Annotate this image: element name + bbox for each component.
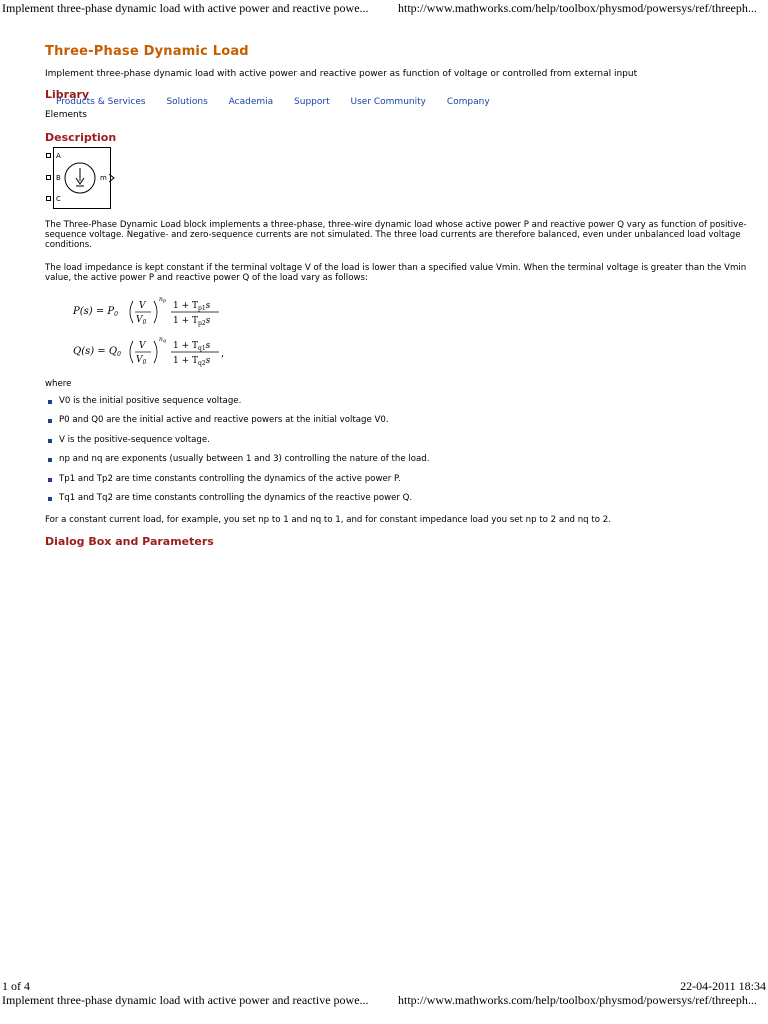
eq-q-den: $1 + T_{q2}s$ bbox=[173, 356, 211, 367]
block-box bbox=[53, 147, 111, 209]
eq-q-num: $1 + T_{q1}s$ bbox=[173, 341, 211, 352]
definition-text: V0 is the initial positive sequence voltage. bbox=[59, 396, 242, 406]
print-footer bbox=[0, 993, 768, 1009]
equation-p bbox=[71, 292, 231, 335]
port-c-square bbox=[46, 196, 51, 201]
nav-solutions[interactable]: Solutions bbox=[166, 97, 208, 107]
port-c-label: C bbox=[56, 195, 61, 203]
eq-p-den-v0: $V_0$ bbox=[136, 315, 147, 326]
nav-academia[interactable]: Academia bbox=[228, 97, 274, 107]
bullet-icon bbox=[48, 400, 52, 404]
bullet-icon bbox=[48, 458, 52, 462]
bullet-icon bbox=[48, 439, 52, 443]
nav-company[interactable]: Company bbox=[446, 97, 490, 107]
port-m-label: m bbox=[100, 174, 107, 182]
equation-q bbox=[71, 332, 231, 375]
load-symbol-icon bbox=[54, 148, 110, 208]
block-diagram bbox=[45, 145, 115, 209]
equation-q-graphic bbox=[71, 332, 231, 372]
eq-p-lhs: $P(s) = P_0$ bbox=[73, 306, 118, 318]
nav-support[interactable]: Support bbox=[294, 97, 330, 107]
page-number: 1 of 4 bbox=[2, 979, 30, 993]
eq-q-num-v: V bbox=[139, 341, 146, 351]
top-nav bbox=[56, 97, 508, 107]
equation-p-graphic bbox=[71, 292, 231, 332]
list-item bbox=[45, 474, 430, 493]
list-item bbox=[45, 435, 430, 454]
port-b-label: B bbox=[56, 174, 61, 182]
description-heading: Description bbox=[45, 131, 117, 144]
list-item bbox=[45, 415, 430, 434]
dialog-heading: Dialog Box and Parameters bbox=[45, 535, 214, 548]
definition-text: V is the positive-sequence voltage. bbox=[59, 434, 210, 445]
eq-p-num: $1 + T_{p1}s$ bbox=[173, 301, 211, 312]
print-header-title: Implement three-phase dynamic load with active power and reactive powe... bbox=[2, 1, 369, 15]
definition-text: Tq1 and Tq2 are time constants controlling the dynamics of the reactive power Q. bbox=[59, 492, 413, 503]
print-header-url: http://www.mathworks.com/help/toolbox/physmod/powersys/ref/threeph... bbox=[398, 1, 757, 15]
bullet-icon bbox=[48, 419, 52, 423]
page-title: Three-Phase Dynamic Load bbox=[45, 44, 249, 59]
closing-paragraph: For a constant current load, for example, you set np to 1 and nq to 1, and for constant impedance load you set np to 2 and nq to 2. bbox=[45, 515, 611, 525]
description-paragraph-2: The load impedance is kept constant if the terminal voltage V of the load is lower than a specified value Vmin. When the terminal voltage is greater than the Vmin value, the active power P and reactive power Q of the load vary as follows: bbox=[45, 263, 747, 283]
port-a-label: A bbox=[56, 152, 61, 160]
output-arrow-icon bbox=[109, 174, 115, 182]
list-item bbox=[45, 454, 430, 473]
library-value: Elements bbox=[45, 110, 87, 120]
definition-text: P0 and Q0 are the initial active and reactive powers at the initial voltage V0. bbox=[59, 415, 389, 426]
eq-q-exp: nq bbox=[159, 336, 167, 344]
list-item bbox=[45, 493, 430, 512]
library-heading: Library bbox=[45, 88, 90, 101]
eq-q-comma: , bbox=[221, 348, 225, 359]
eq-p-den: $1 + T_{p2}s$ bbox=[173, 316, 211, 327]
nav-user-community[interactable]: User Community bbox=[350, 97, 426, 107]
print-footer-title: Implement three-phase dynamic load with active power and reactive powe... bbox=[2, 993, 369, 1007]
bullet-icon bbox=[48, 478, 52, 482]
eq-q-lhs: $Q(s) = Q_0$ bbox=[73, 346, 121, 358]
definition-text: np and nq are exponents (usually between 1 and 3) controlling the nature of the load. bbox=[59, 454, 430, 465]
port-b-square bbox=[46, 175, 51, 180]
intro-text: Implement three-phase dynamic load with active power and reactive power as function of voltage or controlled from external input bbox=[45, 69, 638, 79]
eq-p-num-v: V bbox=[139, 301, 146, 311]
definition-text: Tp1 and Tp2 are time constants controlling the dynamics of the active power P. bbox=[59, 473, 401, 484]
where-label: where bbox=[45, 379, 72, 389]
description-paragraph-1: The Three-Phase Dynamic Load block implements a three-phase, three-wire dynamic load whose active power P and reactive power Q vary as function of positive-sequence voltage. Negative- and zero-sequence currents are not simulated. The three load currents are therefore balanced, even under unbalanced load voltage conditions. bbox=[45, 220, 747, 250]
list-item bbox=[45, 396, 430, 415]
eq-p-exp: np bbox=[159, 296, 167, 304]
nav-products[interactable]: Products & Services bbox=[56, 97, 146, 107]
eq-q-den-v0: $V_0$ bbox=[136, 355, 147, 366]
definition-list bbox=[45, 396, 430, 512]
print-datetime: 22-04-2011 18:34 bbox=[680, 979, 766, 993]
port-a-square bbox=[46, 153, 51, 158]
bullet-icon bbox=[48, 497, 52, 501]
print-header bbox=[0, 1, 768, 17]
print-footer-url: http://www.mathworks.com/help/toolbox/physmod/powersys/ref/threeph... bbox=[398, 993, 757, 1007]
